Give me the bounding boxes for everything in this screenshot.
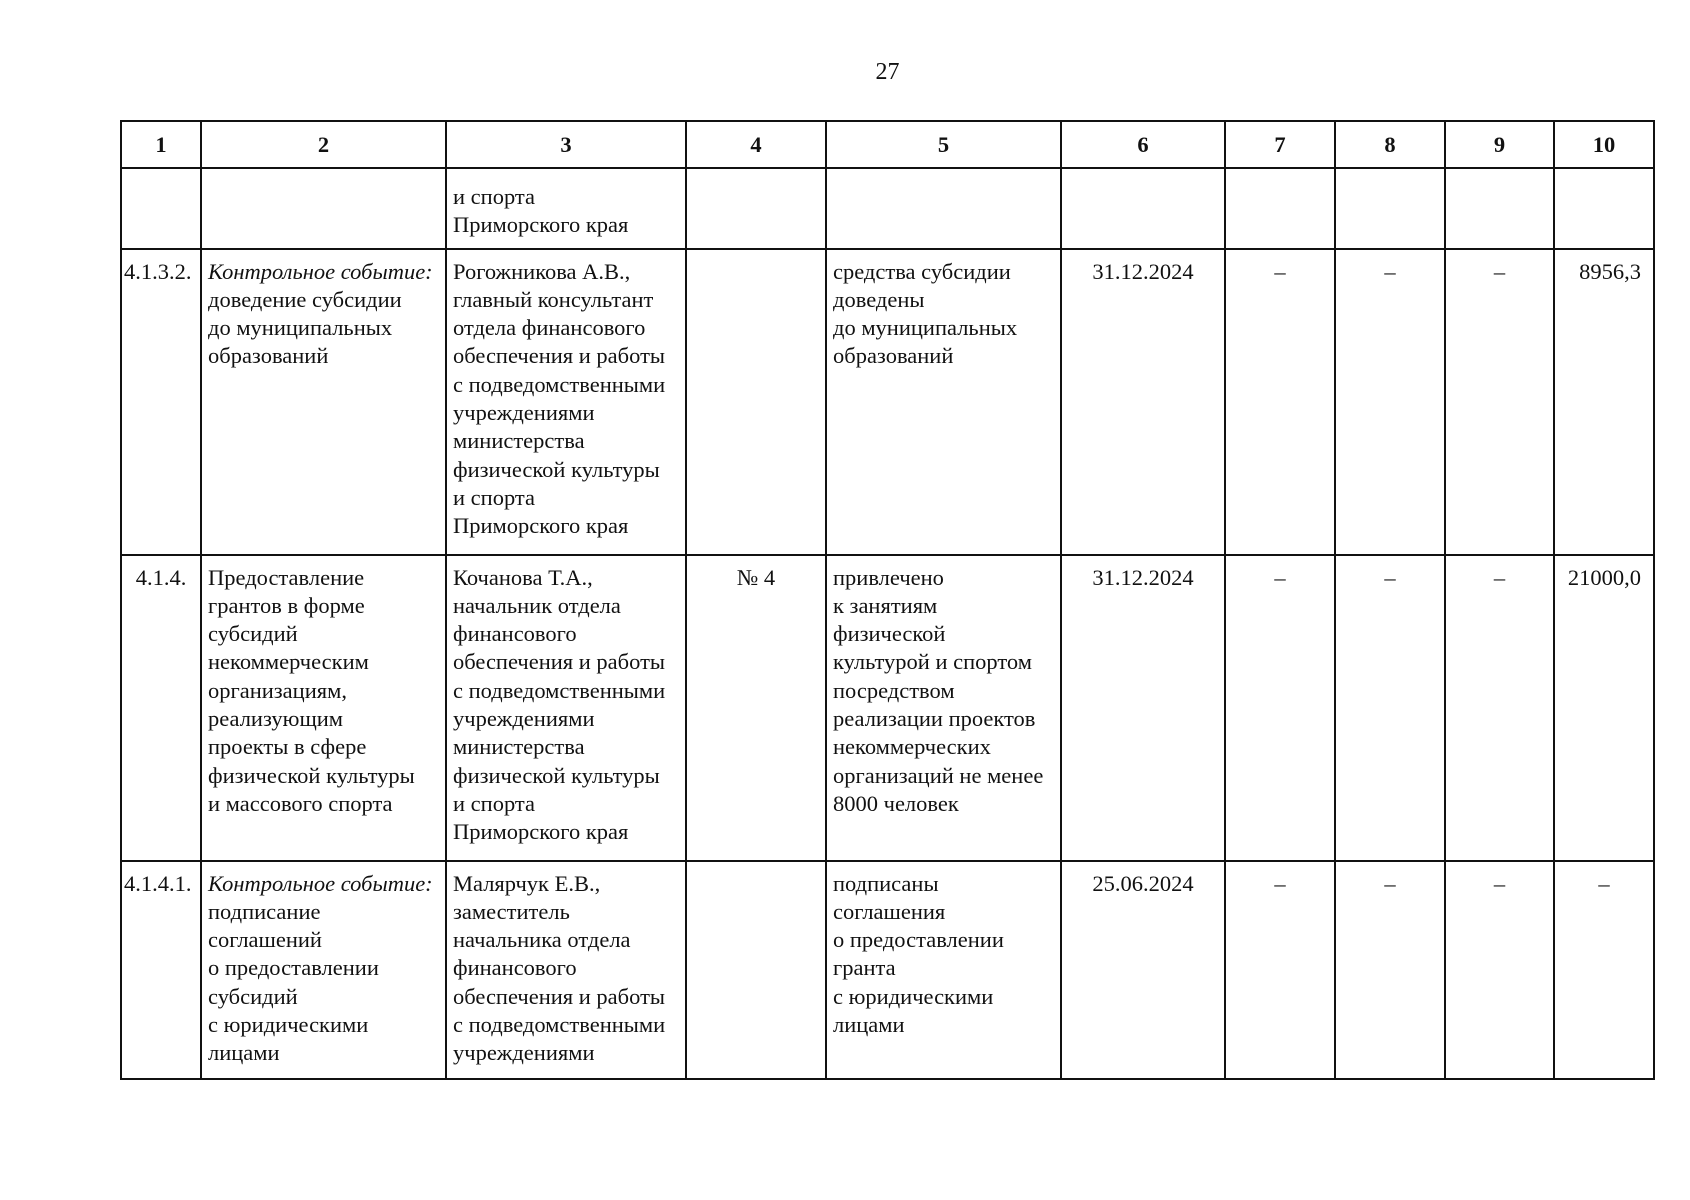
cell-event: [201, 249, 446, 555]
cell-result: [826, 168, 1061, 249]
cell-col8: –: [1335, 861, 1445, 1079]
cell-ref: № 4: [686, 555, 826, 861]
cell-col8: –: [1335, 555, 1445, 861]
event-text: доведение субсидии до муниципальных образований: [208, 286, 402, 369]
cell-responsible: Рогожникова А.В., главный консультант отдела финансового обеспечения и работы с подведомственными учреждениями министерства физической культуры и спорта Приморского края: [446, 249, 686, 555]
column-header: 5: [826, 121, 1061, 168]
cell-number: [121, 168, 201, 249]
column-header: 9: [1445, 121, 1554, 168]
cell-ref: [686, 168, 826, 249]
cell-date: [1061, 168, 1225, 249]
cell-col7: –: [1225, 249, 1335, 555]
cell-event: [201, 168, 446, 249]
cell-col9: –: [1445, 861, 1554, 1079]
cell-amount: 8956,3: [1554, 249, 1654, 555]
cell-col8: [1335, 168, 1445, 249]
cell-result: подписаны соглашения о предоставлении гранта с юридическими лицами: [826, 861, 1061, 1079]
cell-col7: –: [1225, 555, 1335, 861]
cell-ref: [686, 249, 826, 555]
table-row: [121, 861, 1654, 1079]
cell-date: 31.12.2024: [1061, 249, 1225, 555]
table-row: [121, 555, 1654, 861]
table-row: [121, 168, 1654, 249]
cell-responsible: Малярчук Е.В., заместитель начальника отдела финансового обеспечения и работы с подведомственными учреждениями: [446, 861, 686, 1079]
cell-col7: [1225, 168, 1335, 249]
cell-ref: [686, 861, 826, 1079]
column-header: 10: [1554, 121, 1654, 168]
event-text: Предоставление грантов в форме субсидий некоммерческим организациям, реализующим проекты в сфере физической культуры и массового спорта: [208, 564, 415, 816]
column-header: 8: [1335, 121, 1445, 168]
column-header: 2: [201, 121, 446, 168]
cell-result: средства субсидии доведены до муниципальных образований: [826, 249, 1061, 555]
cell-responsible: и спорта Приморского края: [446, 168, 686, 249]
event-text: подписание соглашений о предоставлении субсидий с юридическими лицами: [208, 898, 379, 1066]
cell-date: 25.06.2024: [1061, 861, 1225, 1079]
table-row: [121, 249, 1654, 555]
cell-event: [201, 555, 446, 861]
cell-col9: –: [1445, 555, 1554, 861]
cell-result: привлечено к занятиям физической культурой и спортом посредством реализации проектов некоммерческих организаций не менее 8000 человек: [826, 555, 1061, 861]
cell-amount: 21000,0: [1554, 555, 1654, 861]
page-number: 27: [875, 59, 900, 85]
cell-number: 4.1.4.: [121, 555, 201, 861]
column-header: 6: [1061, 121, 1225, 168]
cell-event: [201, 861, 446, 1079]
cell-number: 4.1.4.1.: [121, 861, 201, 1079]
cell-amount: [1554, 168, 1654, 249]
plan-table: [120, 120, 1655, 1080]
cell-date: 31.12.2024: [1061, 555, 1225, 861]
cell-col9: –: [1445, 249, 1554, 555]
event-label: Контрольное событие:: [208, 258, 433, 284]
table-header-row: [121, 121, 1654, 168]
event-label: Контрольное событие:: [208, 870, 433, 896]
cell-col8: –: [1335, 249, 1445, 555]
cell-responsible: Кочанова Т.А., начальник отдела финансового обеспечения и работы с подведомственными учреждениями министерства физической культуры и спорта Приморского края: [446, 555, 686, 861]
cell-number: 4.1.3.2.: [121, 249, 201, 555]
column-header: 1: [121, 121, 201, 168]
column-header: 4: [686, 121, 826, 168]
cell-col7: –: [1225, 861, 1335, 1079]
cell-amount: –: [1554, 861, 1654, 1079]
column-header: 7: [1225, 121, 1335, 168]
cell-col9: [1445, 168, 1554, 249]
column-header: 3: [446, 121, 686, 168]
